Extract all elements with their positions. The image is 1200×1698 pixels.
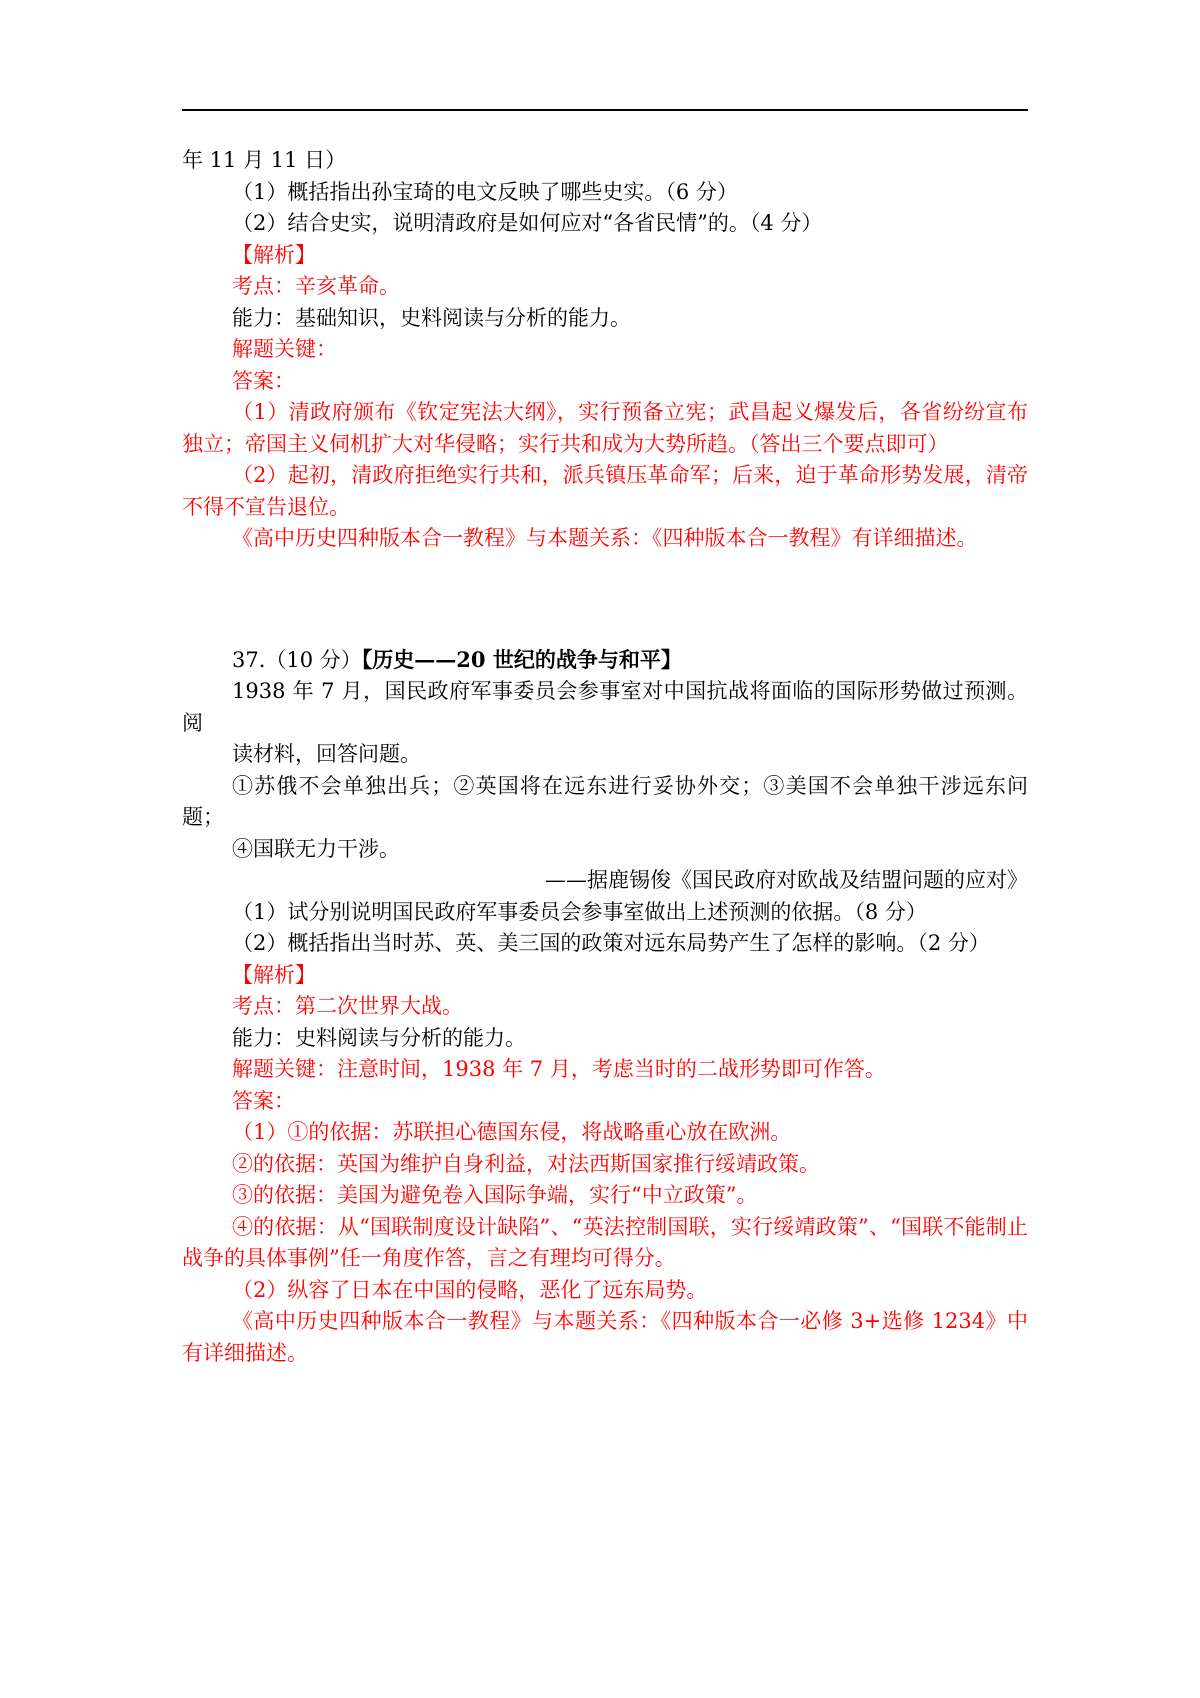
q37-number: 37.（10 分） [232, 647, 362, 672]
q37-intro-2: 读材料，回答问题。 [232, 742, 421, 766]
q37-answer-4: ④的依据：从“国联制度设计缺陷”、“英法控制国联，实行绥靖政策”、“国联不能制止战争的具体事例”任一角度作答，言之有理均可得分。 [182, 1214, 1028, 1270]
q37-analysis-header: 【解析】 [232, 962, 316, 987]
q37-textbook-note: 《高中历史四种版本合一教程》与本题关系：《四种版本合一必修 3+选修 1234》中有详细描述。 [182, 1309, 1028, 1365]
q37-source: ——据鹿锡俊《国民政府对欧战及结盟问题的应对》 [545, 868, 1028, 892]
date-tail: 年 11 月 11 日） [182, 148, 347, 172]
q36-textbook-note: 《高中历史四种版本合一教程》与本题关系：《四种版本合一教程》有详细描述。 [232, 526, 978, 550]
q37-question-1: （1）试分别说明国民政府军事委员会参事室做出上述预测的依据。（8 分） [232, 899, 927, 924]
q37-material-1: ①苏俄不会单独出兵；②英国将在远东进行妥协外交；③美国不会单独干涉远东问题； [182, 773, 1028, 829]
q36-guanjian: 解题关键： [232, 337, 337, 361]
q37-kaodian: 考点：第二次世界大战。 [232, 994, 463, 1018]
q36-answer-1: （1）清政府颁布《钦定宪法大纲》，实行预备立宪；武昌起义爆发后，各省纷纷宣布独立；帝国主义伺机扩大对华侵略；实行共和成为大势所趋。（答出三个要点即可） [182, 400, 1028, 456]
q37-nengli: 能力：史料阅读与分析的能力。 [232, 1025, 526, 1050]
q37-answer-3: ③的依据：美国为避免卷入国际争端，实行“中立政策”。 [232, 1183, 758, 1207]
section-gap [182, 555, 1028, 644]
q37-answer-5: （2）纵容了日本在中国的侵略，恶化了远东局势。 [232, 1277, 708, 1302]
q36-question-1: （1）概括指出孙宝琦的电文反映了哪些史实。（6 分） [232, 179, 738, 204]
q36-daan-label: 答案： [232, 368, 295, 393]
q37-question-2: （2）概括指出当时苏、英、美三国的政策对远东局势产生了怎样的影响。（2 分） [232, 931, 990, 955]
header-rule [182, 109, 1028, 111]
q36-answer-2: （2）起初，清政府拒绝实行共和，派兵镇压革命军；后来，迫于革命形势发展，清帝不得不宣告退位。 [182, 463, 1028, 519]
q37-answer-1: （1）①的依据：苏联担心德国东侵，将战略重心放在欧洲。 [232, 1120, 792, 1144]
q37-title: 【历史——20 世纪的战争与和平】 [361, 646, 682, 672]
q37-guanjian: 解题关键：注意时间，1938 年 7 月，考虑当时的二战形势即可作答。 [232, 1057, 886, 1081]
q37-daan-label: 答案： [232, 1088, 295, 1113]
q36-question-2: （2）结合史实，说明清政府是如何应对“各省民情”的。（4 分） [232, 211, 823, 235]
q37-answer-2: ②的依据：英国为维护自身利益，对法西斯国家推行绥靖政策。 [232, 1151, 820, 1176]
q37-heading [182, 644, 1028, 677]
q36-nengli: 能力：基础知识，史料阅读与分析的能力。 [232, 305, 631, 330]
q37-intro-1: 1938 年 7 月，国民政府军事委员会参事室对中国抗战将面临的国际形势做过预测。阅 [182, 679, 1028, 735]
q36-analysis-header: 【解析】 [232, 242, 316, 267]
q36-kaodian: 考点：辛亥革命。 [232, 274, 400, 298]
q37-material-2: ④国联无力干涉。 [232, 836, 400, 861]
question-36-continuation [182, 145, 1028, 1369]
